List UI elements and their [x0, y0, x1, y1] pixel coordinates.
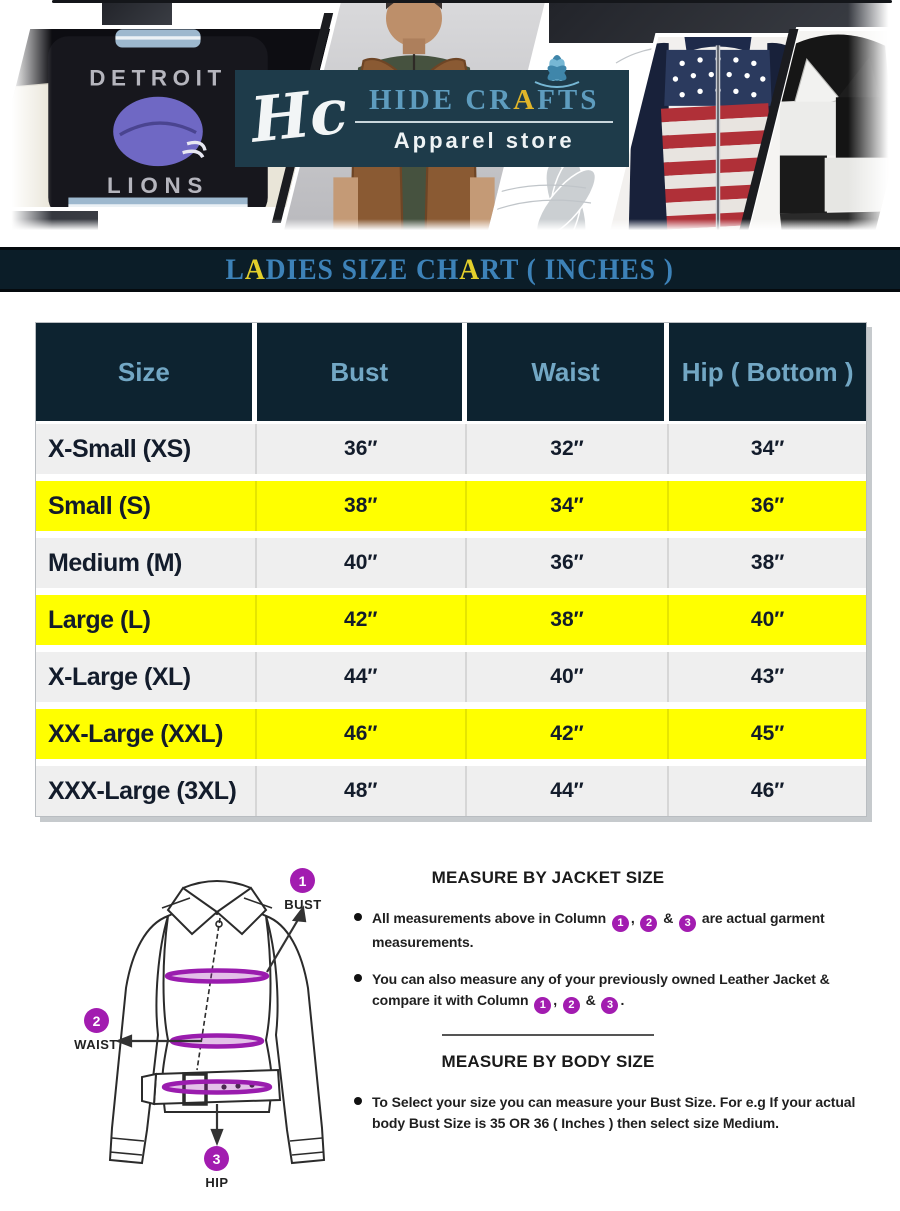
column-2-badge: 2: [563, 997, 580, 1014]
hide-crafts-logo: [235, 70, 629, 167]
bullet-text-seg: ,: [630, 910, 635, 926]
edge-fade-right: [848, 3, 894, 233]
bust-value: 36″: [257, 424, 467, 474]
table-row: [36, 481, 866, 531]
brand-tagline: Apparel store: [393, 127, 575, 153]
table-row: [36, 538, 866, 588]
title-seg: RT ( INCHES ): [480, 252, 675, 286]
jacket-size-bullets: [352, 908, 858, 1014]
column-header-hip: Hip ( Bottom ): [669, 323, 866, 421]
title-accent: A: [245, 252, 266, 286]
edge-fade-bottom: [6, 219, 894, 233]
bust-value: 48″: [257, 766, 467, 816]
bullet-text-seg: &: [585, 991, 596, 1008]
waist-value: 32″: [467, 424, 670, 474]
hip-value: 34″: [750, 437, 785, 460]
column-header-waist: Waist: [467, 323, 670, 421]
size-label: Medium (M): [36, 538, 257, 588]
page-title: [226, 253, 674, 287]
hip-value: 46″: [750, 779, 785, 802]
logo-text-block: [353, 84, 615, 154]
title-accent: A: [459, 252, 481, 286]
bust-value: 42″: [257, 595, 467, 645]
bust-value: 46″: [257, 709, 467, 759]
bust-value: 40″: [257, 538, 467, 588]
bullet-item: [352, 908, 858, 953]
logo-divider: [355, 121, 613, 123]
bullet-text: To Select your size you can measure your Bust Size. For e.g If your actual body Bust Size is 35 OR 36 ( Inches ) then select size Medium.: [372, 1093, 856, 1131]
hip-value: 40″: [750, 608, 785, 631]
bullet-icon: [354, 913, 362, 921]
table-row: [36, 652, 866, 702]
body-size-head-wrap: [352, 1034, 744, 1072]
banner-collage: [6, 3, 894, 233]
bullet-item: [352, 969, 858, 1014]
measure-point-2-badge: 2: [84, 1008, 109, 1033]
bust-label: BUST: [284, 897, 322, 912]
size-label: XXX-Large (3XL): [36, 766, 257, 816]
bust-value: 38″: [257, 481, 467, 531]
measure-instructions: [352, 868, 858, 1150]
column-header-size: Size: [36, 323, 257, 421]
waist-value: 34″: [467, 481, 670, 531]
table-row: [36, 595, 866, 645]
hip-value: 43″: [750, 665, 785, 688]
size-label: Small (S): [36, 481, 257, 531]
size-label: Large (L): [36, 595, 257, 645]
bullet-text: [372, 969, 858, 1014]
lotus-icon: [525, 54, 589, 88]
column-1-badge: 1: [612, 915, 629, 932]
title-seg: DIES SIZE CH: [266, 252, 460, 286]
column-header-bust: Bust: [257, 323, 467, 421]
brand-name-pre: HIDE CR: [368, 83, 514, 116]
waist-value: 42″: [467, 709, 670, 759]
size-label: XX-Large (XXL): [36, 709, 257, 759]
bust-value: 44″: [257, 652, 467, 702]
edge-fade-left: [6, 3, 52, 233]
column-1-badge: 1: [534, 997, 551, 1014]
body-size-bullets: [352, 1092, 858, 1134]
size-label: X-Large (XL): [36, 652, 257, 702]
bullet-text-seg: .: [620, 991, 625, 1008]
hip-value: 45″: [750, 722, 785, 745]
table-row: [36, 424, 866, 474]
table-row: [36, 709, 866, 759]
bullet-icon: [354, 1097, 362, 1105]
svg-text:LIONS: LIONS: [106, 173, 210, 199]
bullet-text-seg: All measurements above in Column: [372, 910, 607, 926]
brand-name: [353, 84, 615, 117]
waist-label: WAIST: [74, 1037, 118, 1052]
hip-value: 38″: [750, 551, 785, 574]
section-divider: [442, 1034, 654, 1036]
measure-by-body-size-heading: MEASURE BY BODY SIZE: [441, 1051, 655, 1071]
logo-monogram: Hc: [247, 73, 351, 157]
waist-value: 38″: [467, 595, 670, 645]
size-label: X-Small (XS): [36, 424, 257, 474]
column-2-badge: 2: [640, 915, 657, 932]
bullet-item: [352, 1092, 858, 1134]
jacket-size-head-wrap: [352, 868, 744, 888]
svg-text:DETROIT: DETROIT: [89, 65, 227, 91]
bullet-text: [372, 908, 858, 953]
bullet-text-seg: &: [663, 910, 674, 926]
waist-value: 44″: [467, 766, 670, 816]
waist-value: 40″: [467, 652, 670, 702]
bullet-text-seg: are actual garment measurements.: [372, 910, 825, 950]
table-body: [36, 424, 866, 816]
bullet-text-seg: You can also measure any of your previously owned Leather Jacket & compare it with Column: [372, 970, 830, 1008]
jacket-measurement-diagram: [62, 860, 354, 1202]
table-row: [36, 766, 866, 816]
hip-label: HIP: [205, 1175, 229, 1190]
hip-value: 36″: [750, 494, 785, 517]
brand-name-accent: A: [513, 83, 538, 116]
size-chart-table: [35, 322, 867, 817]
size-chart-title-bar: [0, 247, 900, 292]
waist-value: 36″: [467, 538, 670, 588]
measure-point-1-badge: 1: [290, 868, 315, 893]
table-header-row: [36, 323, 866, 424]
bullet-icon: [354, 974, 362, 982]
measure-by-jacket-size-heading: MEASURE BY JACKET SIZE: [431, 868, 665, 887]
brand-name-post: FTS: [537, 83, 600, 116]
column-3-badge: 3: [679, 915, 696, 932]
title-seg: L: [225, 252, 246, 286]
bullet-text-seg: ,: [553, 991, 558, 1008]
column-3-badge: 3: [601, 997, 618, 1014]
measure-point-3-badge: 3: [204, 1146, 229, 1171]
